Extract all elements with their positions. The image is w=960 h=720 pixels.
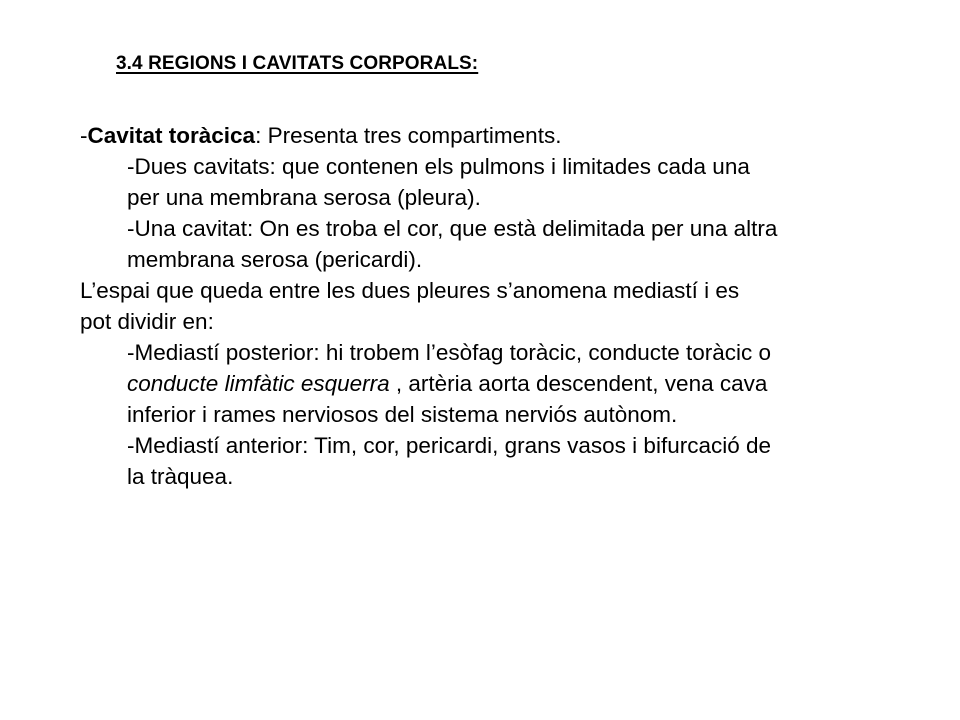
conducte-limfatic-text: conducte limfàtic esquerra bbox=[127, 371, 390, 396]
cavitat-label: Cavitat toràcica bbox=[87, 123, 256, 148]
una-cavitat-line-2: membrana serosa (pericardi). bbox=[127, 247, 423, 272]
mediasti-posterior-line-3: inferior i rames nerviosos del sistema nerviós autònom. bbox=[127, 402, 678, 427]
mediasti-posterior-line-1: -Mediastí posterior: hi trobem l’esòfag toràcic, conducte toràcic o bbox=[127, 340, 772, 365]
espai-line-2: pot dividir en: bbox=[80, 309, 214, 334]
una-cavitat-line-1: -Una cavitat: On es troba el cor, que està delimitada per una altra bbox=[127, 216, 778, 241]
slide-title: 3.4 REGIONS I CAVITATS CORPORALS: bbox=[116, 53, 479, 74]
posterior-line-2-rest: , artèria aorta descendent, vena cava bbox=[389, 371, 768, 396]
dues-cavitats-line-1: -Dues cavitats: que contenen els pulmons i limitades cada una bbox=[127, 154, 750, 179]
slide-body bbox=[80, 120, 910, 492]
mediasti-posterior-line-2 bbox=[80, 368, 910, 399]
cavitat-rest: : Presenta tres compartiments. bbox=[255, 123, 562, 148]
espai-line-1: L’espai que queda entre les dues pleures s’anomena mediastí i es bbox=[80, 278, 740, 303]
mediasti-anterior-line-2: la tràquea. bbox=[127, 464, 234, 489]
cavitat-dash: - bbox=[80, 123, 88, 148]
mediasti-anterior-line-1: -Mediastí anterior: Tim, cor, pericardi, grans vasos i bifurcació de bbox=[127, 433, 772, 458]
cavitat-line bbox=[80, 120, 910, 151]
dues-cavitats-line-2: per una membrana serosa (pleura). bbox=[127, 185, 481, 210]
